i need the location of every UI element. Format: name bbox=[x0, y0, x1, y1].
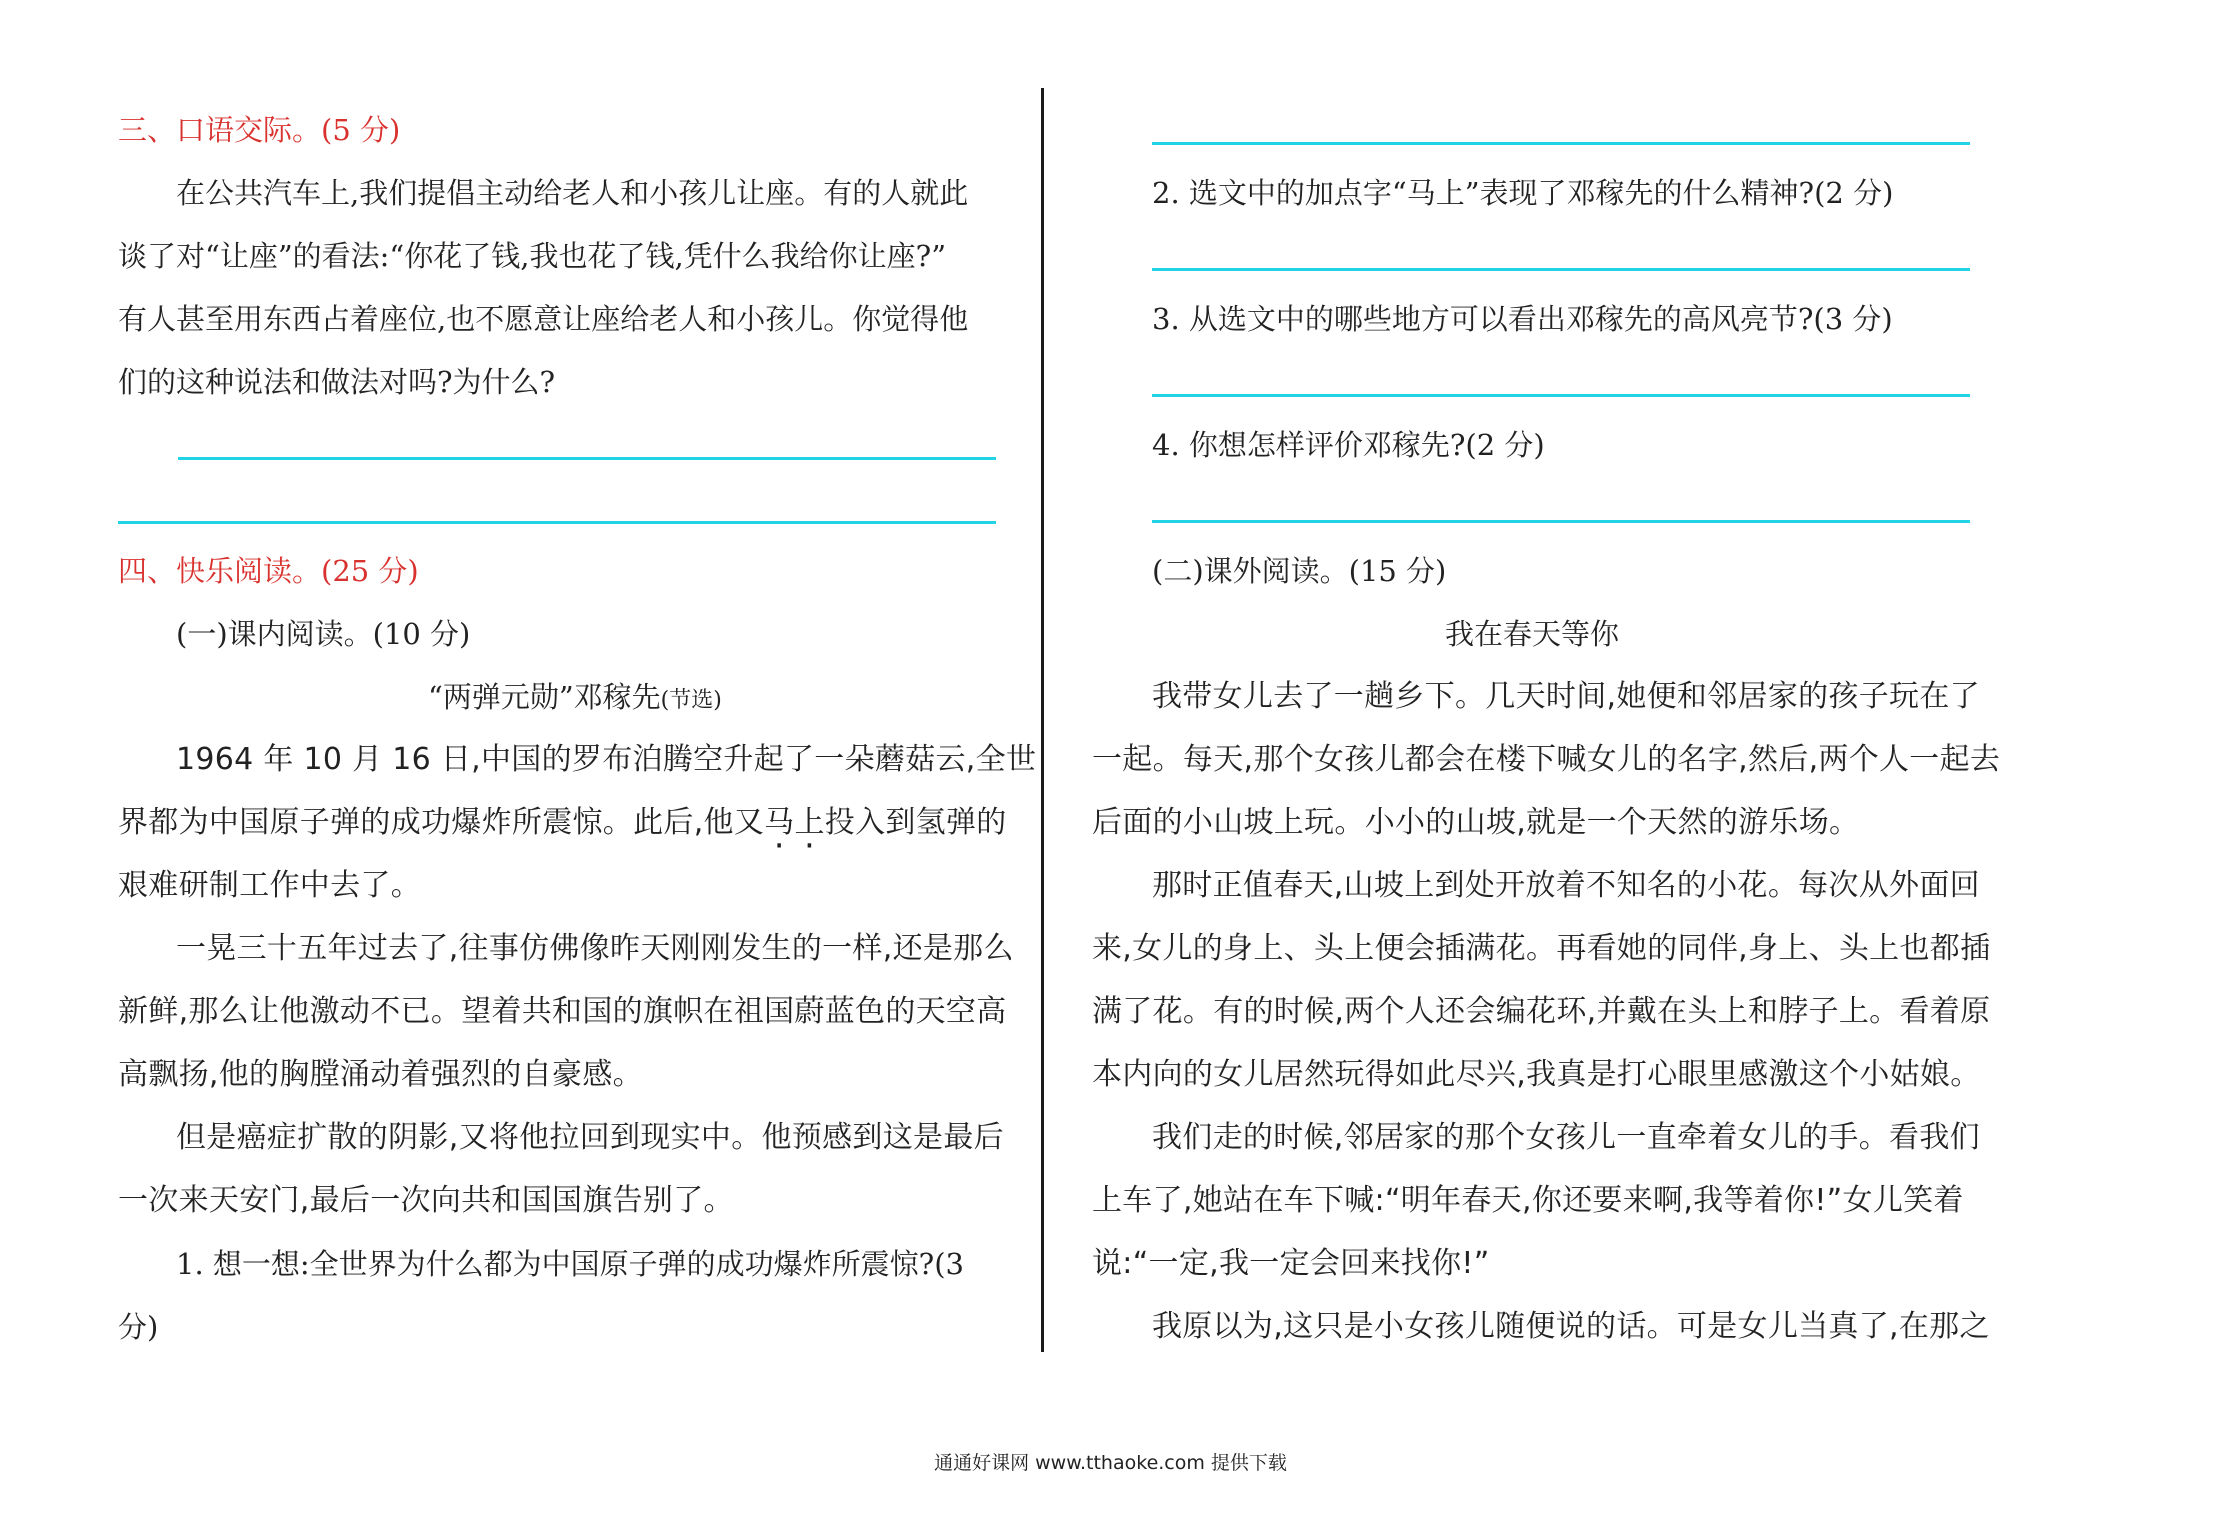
dotted-char: 上 bbox=[794, 805, 825, 840]
p3-line-1: 但是癌症扩散的阴影,又将他拉回到现实中。他预感到这是最后 bbox=[176, 1120, 1004, 1155]
r-p2-line-3: 满了花。有的时候,两个人还会编花环,并戴在头上和脖子上。看着原 bbox=[1092, 994, 1991, 1029]
p1-line-2-b: 投入到氢弹的 bbox=[824, 805, 1007, 840]
answer-line[interactable] bbox=[1152, 268, 1970, 271]
r-p3-line-1: 我们走的时候,邻居家的那个女孩儿一直牵着女儿的手。看我们 bbox=[1152, 1120, 1980, 1155]
s3-line-1: 在公共汽车上,我们提倡主动给老人和小孩儿让座。有的人就此 bbox=[176, 176, 969, 210]
p3-line-2: 一次来天安门,最后一次向共和国国旗告别了。 bbox=[118, 1183, 734, 1218]
s3-line-4: 们的这种说法和做法对吗?为什么? bbox=[118, 365, 556, 399]
answer-line[interactable] bbox=[118, 521, 996, 524]
column-divider bbox=[1041, 88, 1044, 1352]
r-p1-line-2: 一起。每天,那个女孩儿都会在楼下喊女儿的名字,然后,两个人一起去 bbox=[1092, 742, 2001, 777]
r-p3-line-2: 上车了,她站在车下喊:“明年春天,你还要来啊,我等着你!”女儿笑着 bbox=[1092, 1183, 1964, 1218]
section-4-heading: 四、快乐阅读。(25 分) bbox=[118, 554, 419, 588]
p2-line-1: 一晃三十五年过去了,往事仿佛像昨天刚刚发生的一样,还是那么 bbox=[176, 931, 1014, 966]
answer-line[interactable] bbox=[1152, 520, 1970, 523]
passage-1-title-note: (节选) bbox=[660, 688, 722, 713]
s3-line-3: 有人甚至用东西占着座位,也不愿意让座给老人和小孩儿。你觉得他 bbox=[118, 302, 969, 336]
p1-line-3: 艰难研制工作中去了。 bbox=[118, 868, 421, 903]
answer-line[interactable] bbox=[1152, 142, 1970, 145]
passage-1-title bbox=[428, 677, 722, 721]
sub-section-1-heading: (一)课内阅读。(10 分) bbox=[176, 617, 471, 651]
answer-line[interactable] bbox=[1152, 394, 1970, 397]
question-4: 4. 你想怎样评价邓稼先?(2 分) bbox=[1152, 428, 1545, 462]
passage-2-title: 我在春天等你 bbox=[1444, 617, 1619, 651]
page-footer: 通通好课网 www.tthaoke.com 提供下载 bbox=[934, 1452, 1287, 1474]
question-1-line-1: 1. 想一想:全世界为什么都为中国原子弹的成功爆炸所震惊?(3 bbox=[176, 1247, 964, 1281]
r-p1-line-3: 后面的小山坡上玩。小小的山坡,就是一个天然的游乐场。 bbox=[1092, 805, 1860, 840]
section-3-heading: 三、口语交际。(5 分) bbox=[118, 113, 401, 147]
p2-line-2: 新鲜,那么让他激动不已。望着共和国的旗帜在祖国蔚蓝色的天空高 bbox=[118, 994, 1007, 1029]
question-3: 3. 从选文中的哪些地方可以看出邓稼先的高风亮节?(3 分) bbox=[1152, 302, 1893, 336]
passage-1-title-text: “两弹元勋”邓稼先 bbox=[428, 680, 661, 714]
p1-line-2-a: 界都为中国原子弹的成功爆炸所震惊。此后,他又 bbox=[118, 805, 765, 840]
answer-line[interactable] bbox=[178, 457, 996, 460]
question-1-line-2: 分) bbox=[118, 1310, 159, 1344]
r-p2-line-2: 来,女儿的身上、头上便会插满花。再看她的同伴,身上、头上也都插 bbox=[1092, 931, 1991, 966]
r-p4-line-1: 我原以为,这只是小女孩儿随便说的话。可是女儿当真了,在那之 bbox=[1152, 1309, 1990, 1344]
r-p2-line-1: 那时正值春天,山坡上到处开放着不知名的小花。每次从外面回 bbox=[1152, 868, 1980, 903]
r-p2-line-4: 本内向的女儿居然玩得如此尽兴,我真是打心眼里感激这个小姑娘。 bbox=[1092, 1057, 1981, 1092]
dotted-char: 马 bbox=[764, 805, 795, 840]
p1-line-1: 1964 年 10 月 16 日,中国的罗布泊腾空升起了一朵蘑菇云,全世 bbox=[176, 742, 1037, 777]
r-p3-line-3: 说:“一定,我一定会回来找你!” bbox=[1092, 1246, 1490, 1281]
r-p1-line-1: 我带女儿去了一趟乡下。几天时间,她便和邻居家的孩子玩在了 bbox=[1152, 679, 1980, 714]
p1-line-2 bbox=[118, 803, 1007, 843]
s3-line-2: 谈了对“让座”的看法:“你花了钱,我也花了钱,凭什么我给你让座?” bbox=[118, 239, 947, 273]
question-2: 2. 选文中的加点字“马上”表现了邓稼先的什么精神?(2 分) bbox=[1152, 176, 1894, 210]
p2-line-3: 高飘扬,他的胸膛涌动着强烈的自豪感。 bbox=[118, 1057, 643, 1092]
sub-section-2-heading: (二)课外阅读。(15 分) bbox=[1152, 554, 1447, 588]
